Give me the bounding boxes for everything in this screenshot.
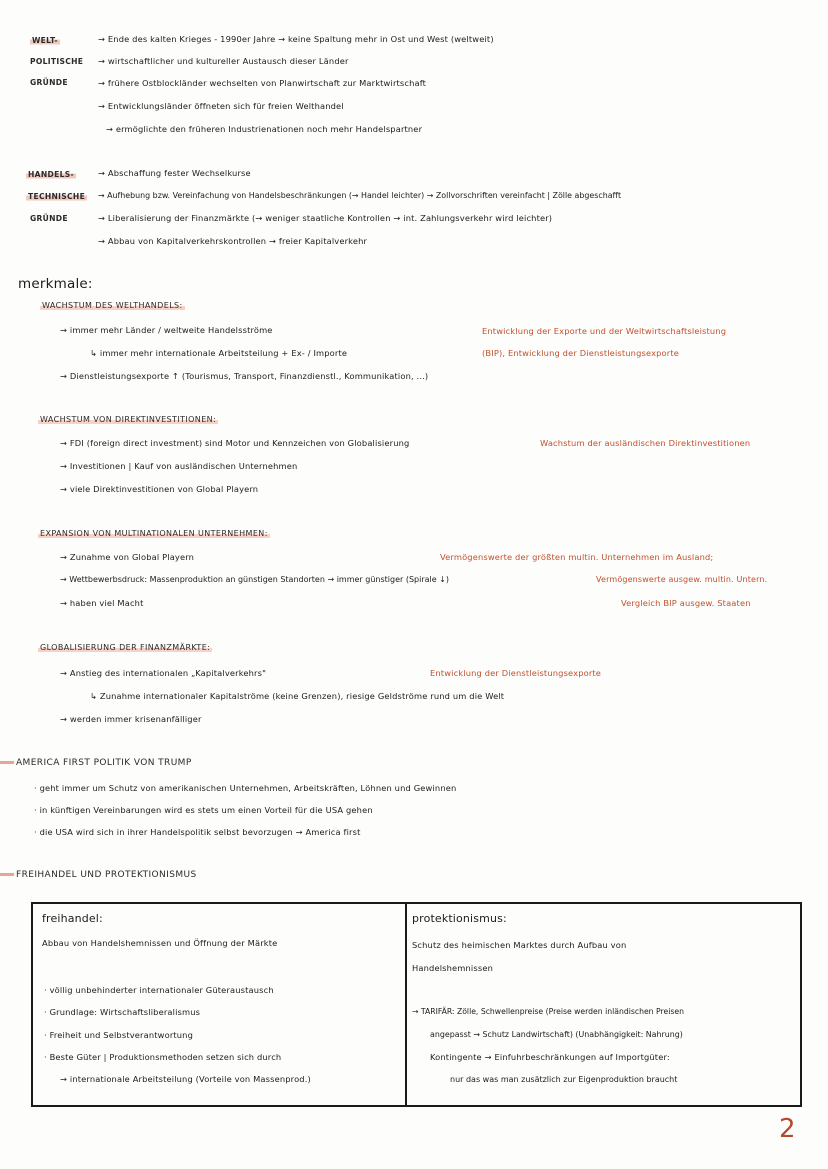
welt-label-3: GRÜNDE [30, 78, 68, 87]
freihandel-def: Abbau von Handelshemnissen und Öffnung der Märkte [42, 938, 278, 948]
welthandel-note-2: (BIP), Entwicklung der Dienstleistungsexporte [482, 348, 680, 358]
welthandel-line-1: → immer mehr Länder / weltweite Handelsströme [60, 325, 273, 335]
protektionismus-item-1: → TARIFÄR: Zölle, Schwellenpreise (Preise werden inländischen Preisen [412, 1007, 684, 1016]
welthandel-heading: WACHSTUM DES WELTHANDELS: [42, 301, 183, 310]
finanz-note-1: Entwicklung der Dienstleistungsexporte [430, 668, 602, 678]
direktinvest-line-2: → Investitionen | Kauf von ausländischen Unternehmen [60, 461, 298, 471]
freihandel-item-3: · Freiheit und Selbstverantwortung [44, 1030, 194, 1040]
welthandel-line-3: → Dienstleistungsexporte ↑ (Tourismus, Transport, Finanzdienstl., Kommunikation, ...) [60, 371, 429, 381]
multinational-heading: EXPANSION VON MULTINATIONALEN UNTERNEHMEN: [40, 529, 268, 538]
handel-label-2: TECHNISCHE [28, 192, 86, 201]
freihandel-item-4: · Beste Güter | Produktionsmethoden setzen sich durch [44, 1052, 282, 1062]
merkmale-title: merkmale: [18, 276, 93, 292]
welt-line-2: → wirtschaftlicher und kultureller Austausch dieser Länder [98, 56, 349, 66]
direktinvest-heading: WACHSTUM VON DIREKTINVESTITIONEN: [40, 415, 217, 424]
finanz-line-1: → Anstieg des internationalen „Kapitalverkehrs" [60, 668, 267, 678]
welthandel-line-2: ↳ immer mehr internationale Arbeitsteilung + Ex- / Importe [90, 348, 348, 358]
direktinvest-note-1: Wachstum der ausländischen Direktinvestitionen [540, 438, 751, 448]
welt-line-3: → frühere Ostblockländer wechselten von Planwirtschaft zur Marktwirtschaft [98, 78, 427, 88]
america-heading: AMERICA FIRST POLITIK VON TRUMP [0, 758, 192, 768]
protektionismus-def-2: Handelshemnissen [412, 963, 493, 973]
table-divider [405, 902, 407, 1107]
multinational-line-3: → haben viel Macht [60, 598, 144, 608]
freihandel-item-5: → internationale Arbeitsteilung (Vorteile von Massenprod.) [60, 1074, 311, 1084]
protektionismus-item-4: nur das was man zusätzlich zur Eigenproduktion braucht [450, 1075, 678, 1084]
welt-line-4: → Entwicklungsländer öffneten sich für freien Welthandel [98, 101, 344, 111]
frei-heading: FREIHANDEL UND PROTEKTIONISMUS [0, 870, 197, 880]
finanz-line-3: → werden immer krisenanfälliger [60, 714, 202, 724]
welt-label-2: POLITISCHE [30, 57, 84, 66]
direktinvest-line-3: → viele Direktinvestitionen von Global Playern [60, 484, 259, 494]
protektionismus-title: protektionismus: [412, 912, 507, 925]
handel-line-1: → Abschaffung fester Wechselkurse [98, 168, 251, 178]
america-line-2: · in künftigen Vereinbarungen wird es stets um einen Vorteil für die USA gehen [34, 805, 373, 815]
multinational-note-2: Vermögenswerte ausgew. multin. Untern. [596, 575, 768, 584]
welthandel-note-1: Entwicklung der Exporte und der Weltwirtschaftsleistung [482, 326, 727, 336]
welt-label-1: WELT- [32, 36, 58, 45]
direktinvest-line-1: → FDI (foreign direct investment) sind Motor und Kennzeichen von Globalisierung [60, 438, 410, 448]
multinational-line-1: → Zunahme von Global Playern [60, 552, 195, 562]
handel-line-4: → Abbau von Kapitalverkehrskontrollen → freier Kapitalverkehr [98, 236, 368, 246]
finanz-line-2: ↳ Zunahme internationaler Kapitalströme (keine Grenzen), riesige Geldströme rund um die Welt [90, 691, 505, 701]
protektionismus-item-2: angepasst → Schutz Landwirtschaft) (Unabhängigkeit: Nahrung) [430, 1030, 683, 1039]
multinational-note-3: Vergleich BIP ausgew. Staaten [621, 598, 751, 608]
multinational-line-2: → Wettbewerbsdruck: Massenproduktion an günstigen Standorten → immer günstiger (Spirale ↓) [60, 575, 450, 584]
freihandel-item-1: · völlig unbehinderter internationaler Güteraustausch [44, 985, 274, 995]
protektionismus-def-1: Schutz des heimischen Marktes durch Aufbau von [412, 940, 627, 950]
handel-label-1: HANDELS- [28, 170, 74, 179]
welt-line-5: → ermöglichte den früheren Industrienationen noch mehr Handelspartner [106, 124, 423, 134]
protektionismus-item-3: Kontingente → Einfuhrbeschränkungen auf Importgüter: [430, 1052, 670, 1062]
freihandel-item-2: · Grundlage: Wirtschaftsliberalismus [44, 1007, 201, 1017]
handel-line-3: → Liberalisierung der Finanzmärkte (→ weniger staatliche Kontrollen → int. Zahlungsverkehr wird leichter) [98, 213, 553, 223]
america-line-1: · geht immer um Schutz von amerikanischen Unternehmen, Arbeitskräften, Löhnen und Gewinnen [34, 783, 457, 793]
page-number: 2 [779, 1114, 796, 1144]
handel-line-2: → Aufhebung bzw. Vereinfachung von Handelsbeschränkungen (→ Handel leichter) → Zollvorschriften vereinfacht | Zölle abgeschafft [98, 191, 622, 200]
finanz-heading: GLOBALISIERUNG DER FINANZMÄRKTE: [40, 643, 211, 652]
multinational-note-1: Vermögenswerte der größten multin. Unternehmen im Ausland; [440, 552, 714, 562]
freihandel-title: freihandel: [42, 912, 103, 925]
america-line-3: · die USA wird sich in ihrer Handelspolitik selbst bevorzugen → America first [34, 827, 361, 837]
welt-line-1: → Ende des kalten Krieges - 1990er Jahre → keine Spaltung mehr in Ost und West (weltweit) [98, 34, 494, 44]
handel-label-3: GRÜNDE [30, 214, 68, 223]
